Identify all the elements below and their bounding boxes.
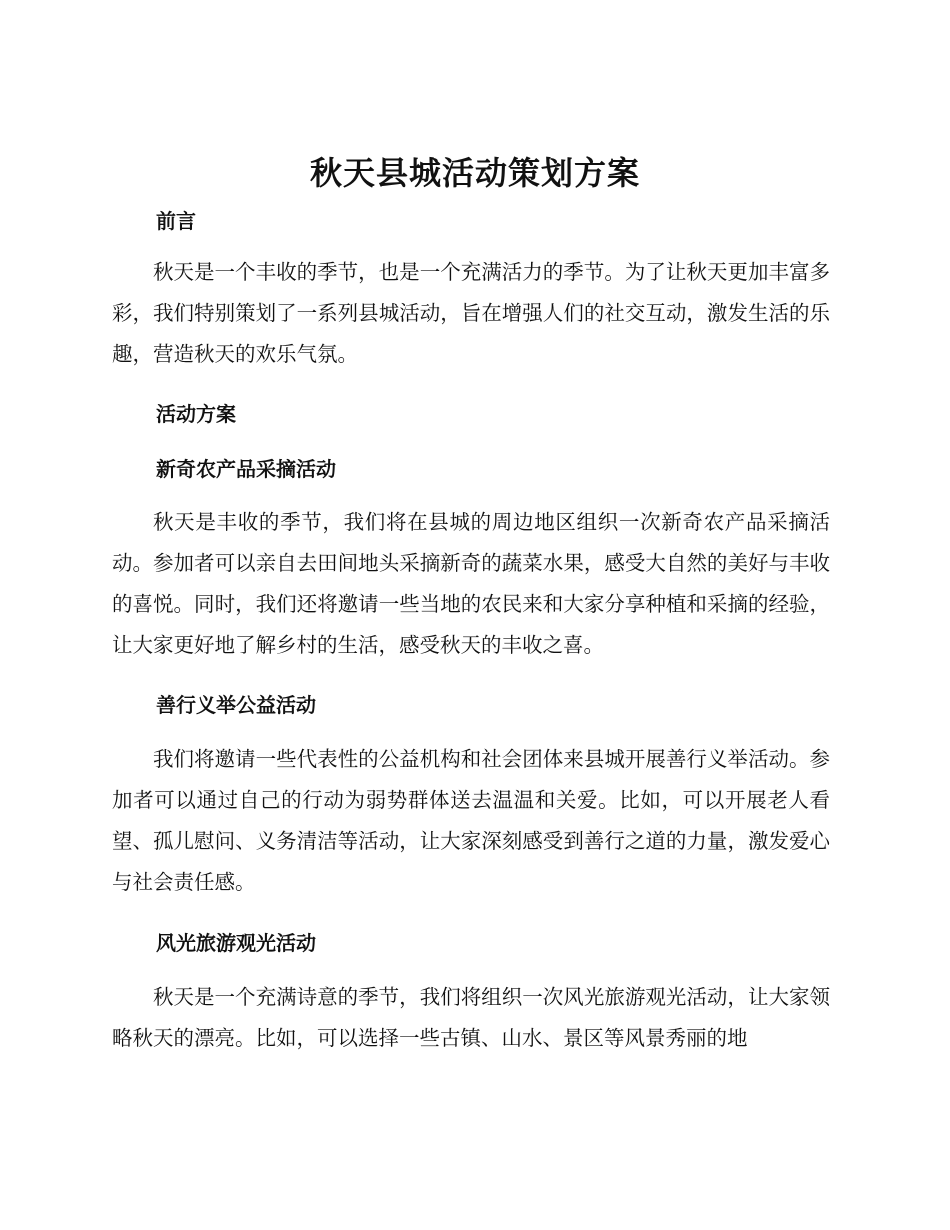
intro-paragraph: 秋天是一个丰收的季节，也是一个充满活力的季节。为了让秋天更加丰富多彩，我们特别策划了一系列县城活动，旨在增强人们的社交互动，激发生活的乐趣，营造秋天的欢乐气氛。 <box>112 260 830 366</box>
section-paragraph-tourism: 秋天是一个充满诗意的季节，我们将组织一次风光旅游观光活动，让大家领略秋天的漂亮。比如，可以选择一些古镇、山水、景区等风景秀丽的地 <box>112 985 830 1050</box>
plan-heading: 活动方案 <box>156 402 236 426</box>
intro-heading: 前言 <box>156 209 196 233</box>
section-heading-harvest: 新奇农产品采摘活动 <box>156 457 336 481</box>
document-title: 秋天县城活动策划方案 <box>309 154 640 192</box>
section-heading-tourism: 风光旅游观光活动 <box>156 931 316 955</box>
section-paragraph-harvest: 秋天是丰收的季节，我们将在县城的周边地区组织一次新奇农产品采摘活动。参加者可以亲自去田间地头采摘新奇的蔬菜水果，感受大自然的美好与丰收的喜悦。同时，我们还将邀请一些当地的农民来和大家分享种植和采摘的经验，让大家更好地了解乡村的生活，感受秋天的丰收之喜。 <box>112 510 830 657</box>
section-heading-charity: 善行义举公益活动 <box>156 693 316 717</box>
section-paragraph-charity: 我们将邀请一些代表性的公益机构和社会团体来县城开展善行义举活动。参加者可以通过自己的行动为弱势群体送去温温和关爱。比如，可以开展老人看望、孤儿慰问、义务清洁等活动，让大家深刻感受到善行之道的力量，激发爱心与社会责任感。 <box>112 747 830 894</box>
